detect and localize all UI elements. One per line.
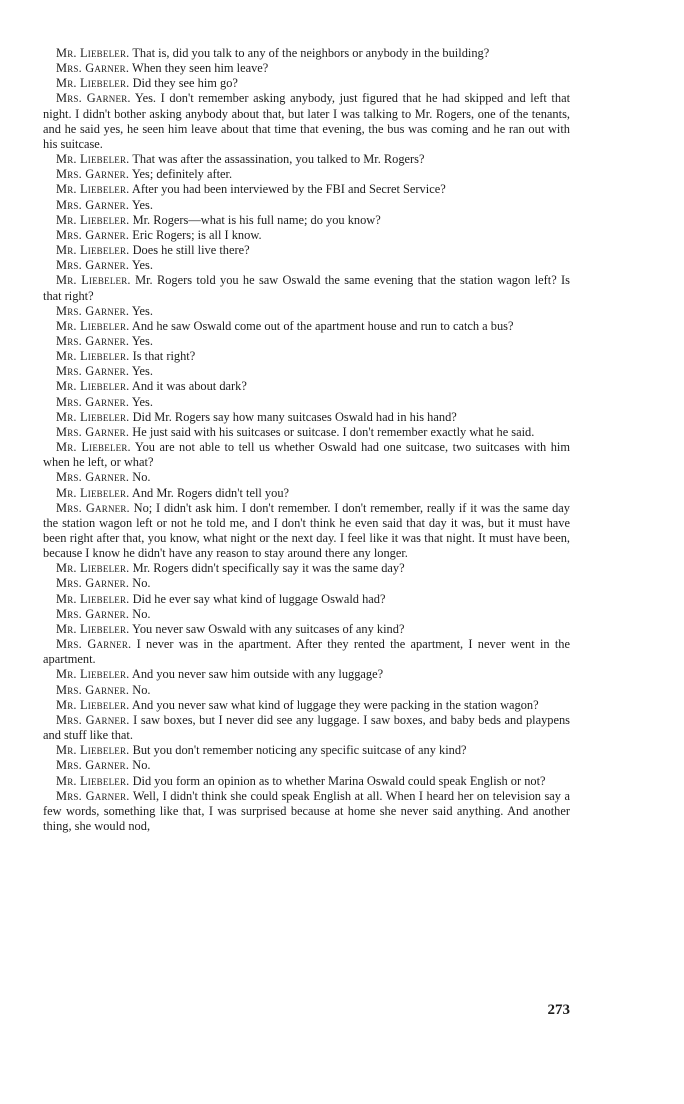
speaker-name: Mrs. Garner. xyxy=(56,364,130,379)
speaker-name: Mrs. Garner. xyxy=(56,606,130,621)
spoken-text: Did you form an opinion as to whether Marina Oswald could speak English or not? xyxy=(132,773,546,788)
testimony-paragraph xyxy=(43,637,570,667)
testimony-paragraph xyxy=(43,379,570,394)
testimony-paragraph xyxy=(43,743,570,758)
testimony-paragraph xyxy=(43,592,570,607)
testimony-paragraph xyxy=(43,561,570,576)
testimony-paragraph xyxy=(43,501,570,562)
testimony-paragraph xyxy=(43,622,570,637)
spoken-text: Did he ever say what kind of luggage Oswald had? xyxy=(132,591,386,606)
testimony-paragraph xyxy=(43,334,570,349)
spoken-text: Does he still live there? xyxy=(132,243,250,258)
testimony-paragraph xyxy=(43,182,570,197)
speaker-name: Mrs. Garner. xyxy=(56,91,131,106)
speaker-name: Mr. Liebeler. xyxy=(56,182,130,197)
speaker-name: Mr. Liebeler. xyxy=(56,773,130,788)
spoken-text: No. xyxy=(132,576,151,591)
testimony-paragraph xyxy=(43,198,570,213)
spoken-text: After you had been interviewed by the FBI and Secret Service? xyxy=(131,182,446,197)
spoken-text: And he saw Oswald come out of the apartment house and run to catch a bus? xyxy=(131,318,514,333)
spoken-text: Yes. xyxy=(131,303,153,318)
testimony-paragraph xyxy=(43,576,570,591)
speaker-name: Mrs. Garner. xyxy=(56,576,130,591)
spoken-text: When they seen him leave? xyxy=(132,61,269,76)
testimony-paragraph xyxy=(43,395,570,410)
speaker-name: Mr. Liebeler. xyxy=(56,46,130,60)
speaker-name: Mrs. Garner. xyxy=(56,303,130,318)
spoken-text: Mr. Rogers told you he saw Oswald the same evening that the station wagon left? Is that right? xyxy=(43,273,570,303)
speaker-name: Mrs. Garner. xyxy=(56,167,130,182)
spoken-text: Yes. xyxy=(131,333,153,348)
spoken-text: He just said with his suitcases or suitcase. I don't remember exactly what he said. xyxy=(132,424,535,439)
speaker-name: Mr. Liebeler. xyxy=(56,273,131,288)
spoken-text: That is, did you talk to any of the neighbors or anybody in the building? xyxy=(132,46,490,60)
spoken-text: You never saw Oswald with any suitcases of any kind? xyxy=(132,621,405,636)
speaker-name: Mrs. Garner. xyxy=(56,394,130,409)
testimony-paragraph xyxy=(43,758,570,773)
speaker-name: Mr. Liebeler. xyxy=(56,243,130,258)
speaker-name: Mr. Liebeler. xyxy=(56,409,130,424)
testimony-paragraph xyxy=(43,607,570,622)
testimony-paragraph xyxy=(43,470,570,485)
speaker-name: Mrs. Garner. xyxy=(56,258,130,273)
testimony-paragraph xyxy=(43,440,570,470)
spoken-text: Did they see him go? xyxy=(132,76,238,91)
speaker-name: Mr. Liebeler. xyxy=(56,318,130,333)
testimony-paragraph xyxy=(43,486,570,501)
testimony-paragraph xyxy=(43,167,570,182)
testimony-paragraph xyxy=(43,228,570,243)
spoken-text: Yes. xyxy=(131,364,153,379)
speaker-name: Mrs. Garner. xyxy=(56,424,130,439)
spoken-text: Mr. Rogers—what is his full name; do you know? xyxy=(132,212,381,227)
speaker-name: Mr. Liebeler. xyxy=(56,591,130,606)
speaker-name: Mrs. Garner. xyxy=(56,227,130,242)
spoken-text: But you don't remember noticing any specific suitcase of any kind? xyxy=(132,743,467,758)
speaker-name: Mrs. Garner. xyxy=(56,470,130,485)
speaker-name: Mr. Liebeler. xyxy=(56,697,130,712)
testimony-paragraph xyxy=(43,304,570,319)
spoken-text: Yes; definitely after. xyxy=(131,167,233,182)
testimony-paragraph xyxy=(43,319,570,334)
testimony-paragraph xyxy=(43,76,570,91)
spoken-text: And Mr. Rogers didn't tell you? xyxy=(131,485,290,500)
spoken-text: You are not able to tell us whether Oswald had one suitcase, two suitcases with him when he left, or what? xyxy=(43,440,570,470)
spoken-text: And you never saw what kind of luggage they were packing in the station wagon? xyxy=(131,697,539,712)
spoken-text: No. xyxy=(132,470,151,485)
speaker-name: Mr. Liebeler. xyxy=(56,743,130,758)
speaker-name: Mrs. Garner. xyxy=(56,197,130,212)
spoken-text: No. xyxy=(132,606,151,621)
spoken-text: No. xyxy=(132,758,151,773)
speaker-name: Mrs. Garner. xyxy=(56,500,130,515)
spoken-text: No. xyxy=(132,682,151,697)
spoken-text: And you never saw him outside with any luggage? xyxy=(131,667,384,682)
testimony-paragraph xyxy=(43,789,570,834)
testimony-paragraph xyxy=(43,698,570,713)
spoken-text: I saw boxes, but I never did see any luggage. I saw boxes, and baby beds and playpens and stuff like that. xyxy=(43,712,570,743)
testimony-paragraph xyxy=(43,667,570,682)
speaker-name: Mrs. Garner. xyxy=(56,712,130,727)
testimony-paragraph xyxy=(43,243,570,258)
spoken-text: Yes. xyxy=(131,394,153,409)
speaker-name: Mrs. Garner. xyxy=(56,788,130,803)
speaker-name: Mr. Liebeler. xyxy=(56,212,130,227)
testimony-paragraph xyxy=(43,213,570,228)
speaker-name: Mr. Liebeler. xyxy=(56,621,130,636)
testimony-paragraph xyxy=(43,61,570,76)
spoken-text: Did Mr. Rogers say how many suitcases Oswald had in his hand? xyxy=(132,409,457,424)
spoken-text: No; I didn't ask him. I don't remember. I don't remember, really if it was the same day the station wagon left or not he told me, and I don't think he even said that day it was, but it must have been right after that, you know, what night or the next day. I feel like it was that night. It must have been, because I know he didn't have any reason to stay around there any longer. xyxy=(43,500,570,561)
speaker-name: Mr. Liebeler. xyxy=(56,349,130,364)
speaker-name: Mr. Liebeler. xyxy=(56,485,130,500)
spoken-text: Is that right? xyxy=(132,349,196,364)
testimony-paragraph xyxy=(43,91,570,152)
testimony-paragraph xyxy=(43,410,570,425)
speaker-name: Mrs. Garner. xyxy=(56,61,130,76)
testimony-paragraph xyxy=(43,774,570,789)
speaker-name: Mr. Liebeler. xyxy=(56,76,130,91)
testimony-paragraph xyxy=(43,349,570,364)
spoken-text: Yes. I don't remember asking anybody, just figured that he had skipped and left that night. I didn't bother asking anybody about that, but later I was talking to Mr. Rogers, one of the tenants, and he said yes, he seen him leave about that time that evening, the bus was coming and he ran out with his suitcase. xyxy=(43,91,571,151)
speaker-name: Mrs. Garner. xyxy=(56,682,130,697)
testimony-paragraph xyxy=(43,425,570,440)
page-number: 273 xyxy=(547,1002,570,1018)
speaker-name: Mr. Liebeler. xyxy=(56,379,130,394)
speaker-name: Mr. Liebeler. xyxy=(56,152,130,167)
testimony-paragraph xyxy=(43,46,570,61)
testimony-paragraph xyxy=(43,273,570,303)
speaker-name: Mr. Liebeler. xyxy=(56,561,130,576)
testimony-paragraph xyxy=(43,683,570,698)
spoken-text: And it was about dark? xyxy=(131,379,247,394)
testimony-paragraph xyxy=(43,364,570,379)
testimony-paragraph xyxy=(43,258,570,273)
spoken-text: Well, I didn't think she could speak English at all. When I heard her on television say a few words, something like that, I was surprised because at home she never said anything. And another thing, she would nod, xyxy=(43,788,571,833)
speaker-name: Mrs. Garner. xyxy=(56,637,132,652)
transcript-page xyxy=(43,46,570,834)
testimony-paragraph xyxy=(43,713,570,743)
speaker-name: Mr. Liebeler. xyxy=(56,667,130,682)
spoken-text: That was after the assassination, you talked to Mr. Rogers? xyxy=(132,152,425,167)
spoken-text: Yes. xyxy=(131,258,153,273)
spoken-text: Yes. xyxy=(131,197,153,212)
spoken-text: Mr. Rogers didn't specifically say it was the same day? xyxy=(132,561,405,576)
speaker-name: Mr. Liebeler. xyxy=(56,440,131,455)
spoken-text: I never was in the apartment. After they rented the apartment, I never went in the apartment. xyxy=(43,637,570,667)
speaker-name: Mrs. Garner. xyxy=(56,333,130,348)
speaker-name: Mrs. Garner. xyxy=(56,758,130,773)
testimony-paragraph xyxy=(43,152,570,167)
spoken-text: Eric Rogers; is all I know. xyxy=(132,227,262,242)
